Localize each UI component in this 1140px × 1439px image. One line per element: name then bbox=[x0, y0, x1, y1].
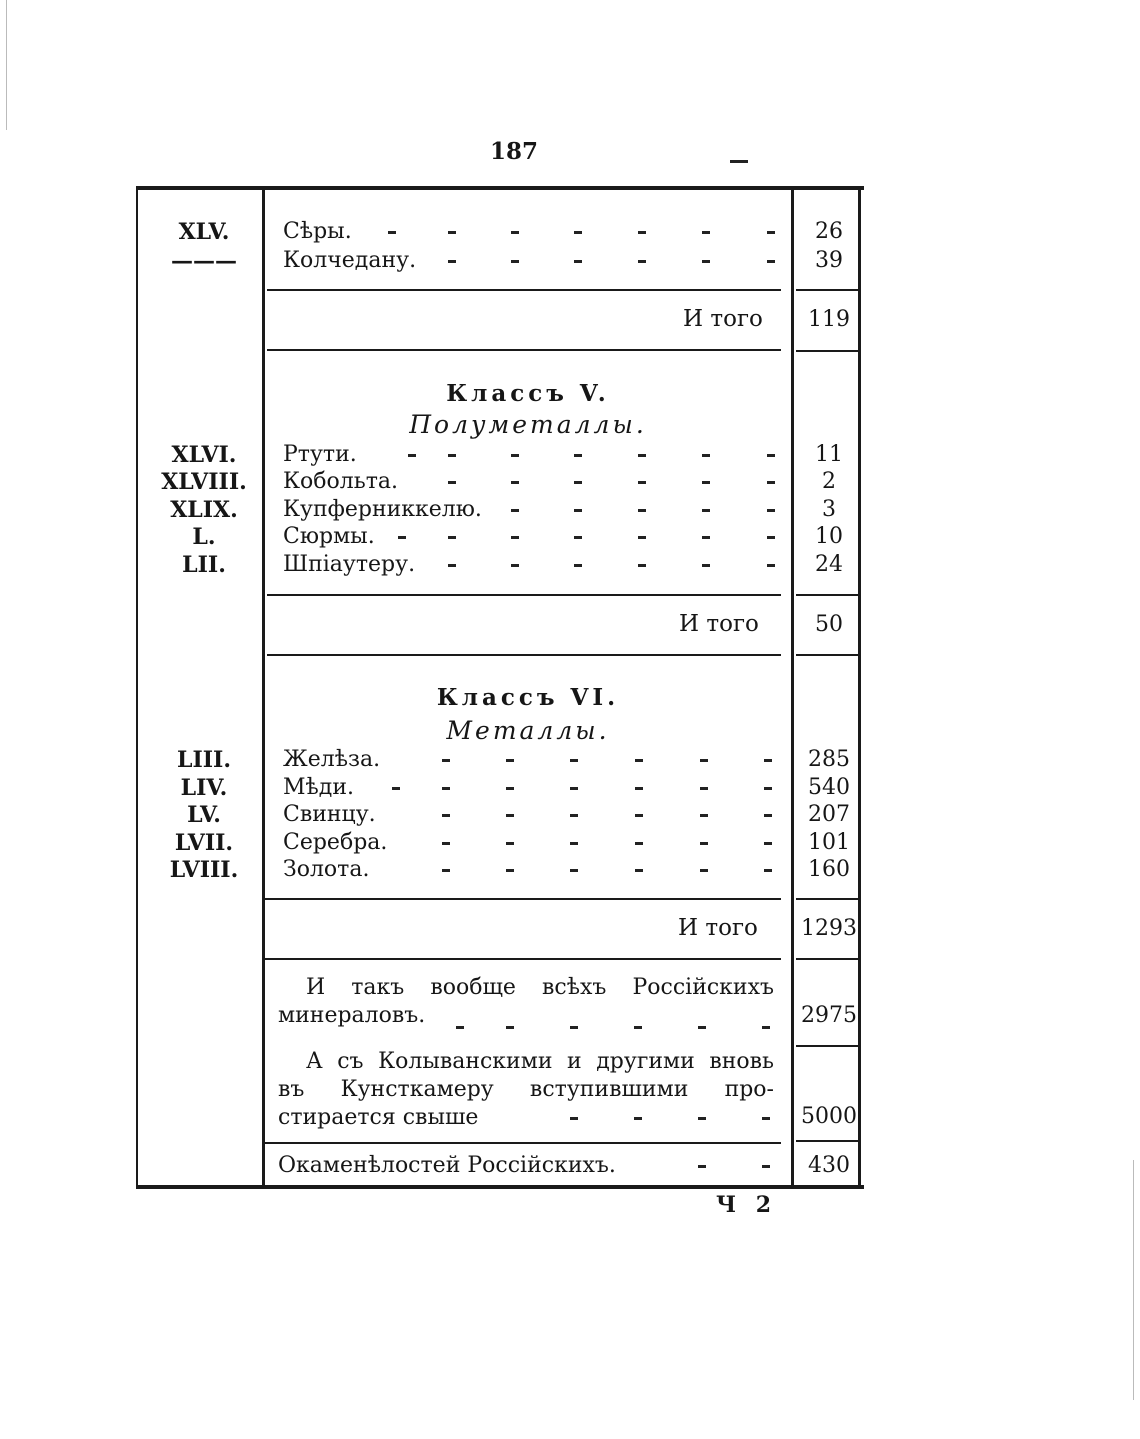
leader-dash bbox=[570, 842, 578, 845]
rule bbox=[796, 289, 858, 291]
table-row bbox=[140, 496, 860, 524]
table-row bbox=[140, 746, 860, 774]
table-row bbox=[140, 774, 860, 802]
leader-dash bbox=[767, 454, 775, 457]
leader-dash bbox=[764, 759, 772, 762]
leader-dash bbox=[702, 454, 710, 457]
leader-dash bbox=[635, 814, 643, 817]
class-subtitle: Полуметаллы. bbox=[409, 410, 647, 439]
rule bbox=[265, 898, 781, 900]
leader-dash bbox=[442, 842, 450, 845]
leader-dash bbox=[398, 536, 406, 539]
leader-dash bbox=[698, 1117, 706, 1120]
leader-dash bbox=[702, 564, 710, 567]
leader-dash bbox=[511, 536, 519, 539]
leader-dashes bbox=[412, 1152, 782, 1180]
leader-dash bbox=[448, 536, 456, 539]
rule bbox=[796, 1045, 858, 1047]
leader-dash bbox=[388, 231, 396, 234]
leader-dash bbox=[506, 1026, 514, 1029]
leader-dash bbox=[764, 787, 772, 790]
roman-numeral: LV. bbox=[187, 802, 221, 828]
leader-dash bbox=[635, 787, 643, 790]
leader-dash bbox=[506, 869, 514, 872]
leader-dash bbox=[570, 759, 578, 762]
leader-dash bbox=[700, 842, 708, 845]
leader-dash bbox=[638, 536, 646, 539]
table-row bbox=[140, 218, 860, 246]
leader-dash bbox=[702, 536, 710, 539]
summary-line: Окаменѣлостей Россійскихъ. bbox=[278, 1153, 616, 1178]
leader-dash bbox=[574, 564, 582, 567]
leader-dash bbox=[638, 454, 646, 457]
table-row bbox=[140, 801, 860, 829]
leader-dash bbox=[442, 814, 450, 817]
leader-dash bbox=[511, 260, 519, 263]
leader-dash bbox=[570, 1026, 578, 1029]
leader-dash bbox=[570, 1117, 578, 1120]
leader-dash bbox=[511, 481, 519, 484]
summary-line: въ Кунсткамеру вступившими про- bbox=[278, 1077, 774, 1102]
leader-dash bbox=[700, 869, 708, 872]
summary-line: минераловъ. bbox=[278, 1003, 426, 1028]
leader-dash bbox=[698, 1026, 706, 1029]
leader-dash bbox=[408, 454, 416, 457]
mineral-name: Кобольта. bbox=[283, 469, 398, 494]
rule bbox=[796, 350, 858, 352]
leader-dash bbox=[767, 260, 775, 263]
class-subtitle: Металлы. bbox=[446, 716, 610, 745]
leader-dash bbox=[762, 1026, 770, 1029]
rule bbox=[265, 1142, 781, 1144]
leader-dash bbox=[635, 759, 643, 762]
leader-dash bbox=[442, 759, 450, 762]
mineral-name: Колчедану. bbox=[283, 248, 417, 273]
leader-dash bbox=[700, 814, 708, 817]
leader-dash bbox=[767, 564, 775, 567]
leader-dash bbox=[448, 454, 456, 457]
mineral-name: Свинцу. bbox=[283, 802, 376, 827]
leader-dash bbox=[574, 536, 582, 539]
leader-dash bbox=[511, 454, 519, 457]
table-row bbox=[140, 856, 860, 884]
table-row bbox=[140, 247, 860, 275]
mineral-count: 24 bbox=[815, 552, 843, 577]
mineral-name: Желѣза. bbox=[283, 747, 381, 772]
leader-dash bbox=[762, 1117, 770, 1120]
leader-dashes bbox=[412, 1013, 782, 1041]
roman-numeral: ——— bbox=[171, 248, 237, 274]
roman-numeral: LII. bbox=[182, 552, 226, 578]
total-label: И того bbox=[678, 915, 758, 941]
rule bbox=[267, 594, 781, 596]
scan-edge-line bbox=[1133, 1160, 1134, 1400]
mineral-name: Купферниккелю. bbox=[283, 497, 482, 522]
table-row bbox=[140, 468, 860, 496]
summary-value: 2975 bbox=[801, 1003, 857, 1028]
rule bbox=[267, 349, 781, 351]
roman-numeral: XLV. bbox=[178, 219, 230, 245]
leader-dash bbox=[506, 759, 514, 762]
column-divider bbox=[858, 190, 861, 1187]
total-value: 119 bbox=[808, 307, 850, 332]
leader-dash bbox=[764, 842, 772, 845]
mineral-count: 39 bbox=[815, 248, 843, 273]
leader-dash bbox=[702, 231, 710, 234]
mineral-count: 160 bbox=[808, 857, 850, 882]
roman-numeral: LIV. bbox=[180, 775, 228, 801]
leader-dash bbox=[638, 231, 646, 234]
leader-dash bbox=[574, 231, 582, 234]
leader-dash bbox=[448, 481, 456, 484]
leader-dash bbox=[638, 564, 646, 567]
mineral-count: 101 bbox=[808, 830, 850, 855]
roman-numeral: L. bbox=[192, 524, 216, 550]
table-row bbox=[140, 441, 860, 469]
leader-dash bbox=[698, 1165, 706, 1168]
summary-line: стирается свыше bbox=[278, 1105, 479, 1130]
table-row bbox=[140, 551, 860, 579]
leader-dash bbox=[700, 759, 708, 762]
leader-dash bbox=[511, 231, 519, 234]
leader-dash bbox=[574, 454, 582, 457]
page-number: 187 bbox=[490, 138, 539, 165]
mineral-name: Мѣди. bbox=[283, 775, 354, 800]
summary-value: 430 bbox=[808, 1153, 850, 1178]
roman-numeral: LIII. bbox=[176, 747, 231, 773]
leader-dash bbox=[764, 869, 772, 872]
mineral-name: Шпіаутеру. bbox=[283, 552, 416, 577]
summary-line: А съ Колыванскими и другими вновь bbox=[306, 1049, 774, 1074]
class-title: Классъ VI. bbox=[436, 684, 620, 711]
leader-dashes bbox=[412, 1104, 782, 1132]
leader-dash bbox=[448, 564, 456, 567]
mineral-name: Сюрмы. bbox=[283, 524, 375, 549]
leader-dash bbox=[767, 231, 775, 234]
rule bbox=[267, 654, 781, 656]
leader-dash bbox=[702, 481, 710, 484]
leader-dash bbox=[702, 260, 710, 263]
roman-numeral: XLVIII. bbox=[161, 469, 247, 495]
rule bbox=[796, 898, 858, 900]
leader-dash bbox=[442, 869, 450, 872]
rule bbox=[796, 654, 858, 656]
leader-dash bbox=[506, 814, 514, 817]
scan-edge-line bbox=[6, 0, 7, 130]
leader-dash bbox=[638, 509, 646, 512]
leader-dash bbox=[634, 1117, 642, 1120]
leader-dash bbox=[506, 787, 514, 790]
mineral-count: 540 bbox=[808, 775, 850, 800]
class-title: Классъ V. bbox=[446, 380, 610, 407]
mineral-count: 2 bbox=[822, 469, 836, 494]
leader-dash bbox=[574, 481, 582, 484]
mineral-count: 10 bbox=[815, 524, 843, 549]
column-divider bbox=[791, 190, 794, 1187]
leader-dash bbox=[456, 1026, 464, 1029]
rule bbox=[267, 289, 781, 291]
mineral-name: Серебра. bbox=[283, 830, 388, 855]
roman-numeral: XLVI. bbox=[171, 442, 237, 468]
leader-dash bbox=[638, 481, 646, 484]
leader-dash bbox=[392, 787, 400, 790]
leader-dash bbox=[635, 842, 643, 845]
rule bbox=[796, 958, 858, 960]
mineral-name: Золота. bbox=[283, 857, 370, 882]
leader-dash bbox=[762, 1165, 770, 1168]
summary-line: И такъ вообще всѣхъ Россійскихъ bbox=[306, 975, 774, 1000]
ornament-dash bbox=[730, 160, 748, 163]
leader-dash bbox=[702, 509, 710, 512]
mineral-count: 3 bbox=[822, 497, 836, 522]
leader-dash bbox=[511, 509, 519, 512]
summary-value: 5000 bbox=[801, 1104, 857, 1129]
leader-dash bbox=[767, 481, 775, 484]
total-value: 1293 bbox=[801, 916, 857, 941]
table-row bbox=[140, 829, 860, 857]
leader-dash bbox=[634, 1026, 642, 1029]
mineral-name: Ртути. bbox=[283, 442, 357, 467]
leader-dash bbox=[635, 869, 643, 872]
rule bbox=[796, 594, 858, 596]
roman-numeral: LVIII. bbox=[169, 857, 239, 883]
leader-dash bbox=[764, 814, 772, 817]
leader-dash bbox=[442, 787, 450, 790]
mineral-count: 11 bbox=[815, 442, 843, 467]
mineral-count: 26 bbox=[815, 219, 843, 244]
roman-numeral: LVII. bbox=[174, 830, 234, 856]
leader-dash bbox=[570, 787, 578, 790]
leader-dash bbox=[506, 842, 514, 845]
leader-dash bbox=[570, 869, 578, 872]
total-value: 50 bbox=[815, 612, 843, 637]
leader-dash bbox=[574, 260, 582, 263]
leader-dash bbox=[638, 260, 646, 263]
rule bbox=[796, 1140, 858, 1142]
rule bbox=[265, 958, 781, 960]
mineral-name: Сѣры. bbox=[283, 219, 352, 244]
leader-dash bbox=[574, 509, 582, 512]
table-row bbox=[140, 523, 860, 551]
leader-dash bbox=[767, 536, 775, 539]
total-label: И того bbox=[679, 611, 759, 637]
leader-dash bbox=[767, 509, 775, 512]
leader-dash bbox=[700, 787, 708, 790]
signature-mark: Ч 2 bbox=[716, 1192, 778, 1218]
leader-dash bbox=[448, 231, 456, 234]
total-label: И того bbox=[683, 306, 763, 332]
mineral-count: 207 bbox=[808, 802, 850, 827]
leader-dash bbox=[511, 564, 519, 567]
mineral-count: 285 bbox=[808, 747, 850, 772]
leader-dash bbox=[570, 814, 578, 817]
leader-dash bbox=[448, 260, 456, 263]
roman-numeral: XLIX. bbox=[170, 497, 238, 523]
